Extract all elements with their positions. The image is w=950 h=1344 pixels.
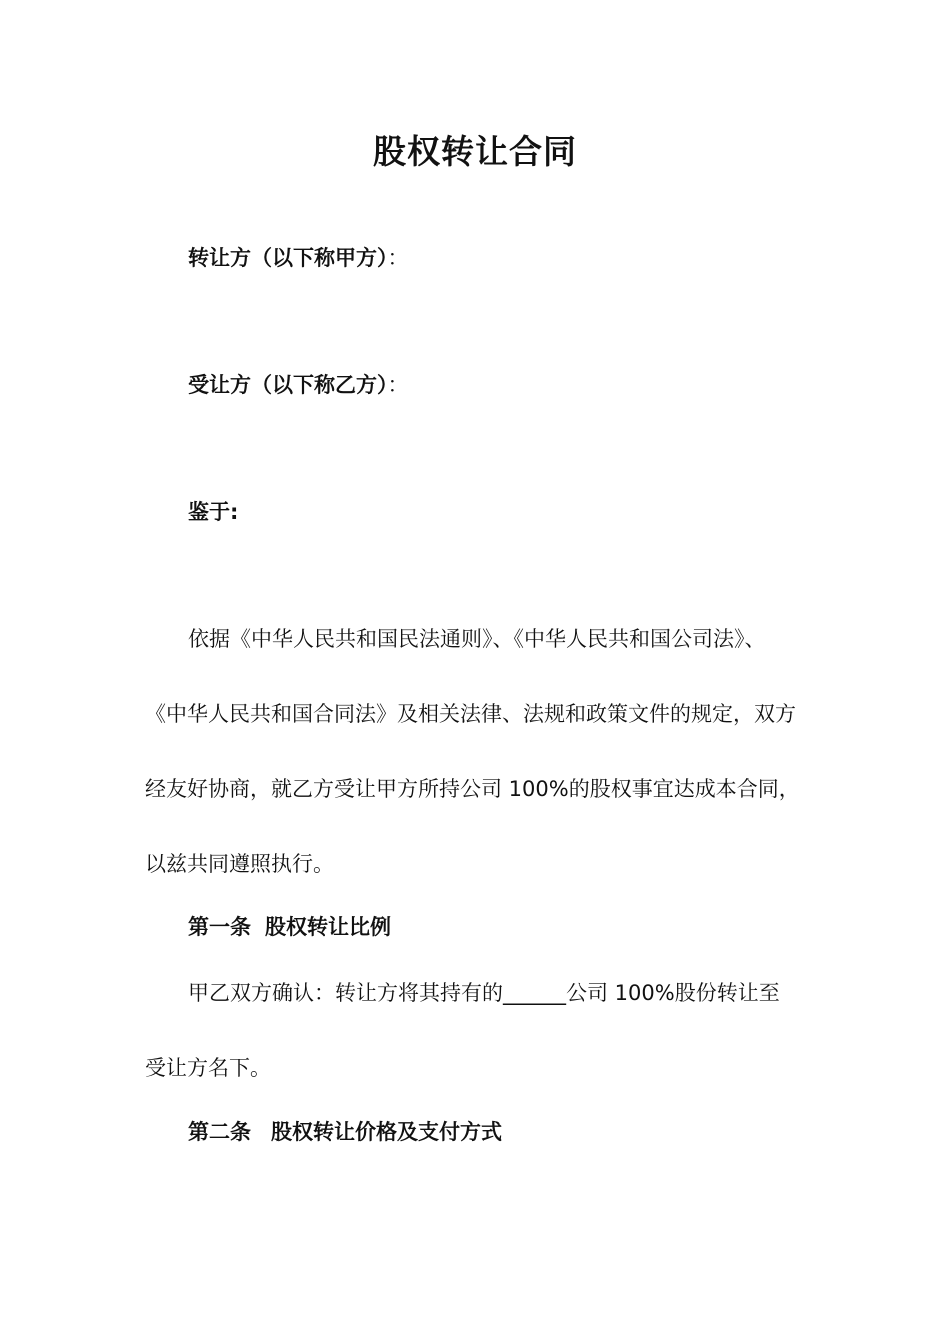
whereas-label: 鉴于: bbox=[188, 500, 239, 524]
transferor-line bbox=[188, 243, 828, 273]
transferee-line bbox=[188, 370, 828, 400]
article1-number: 第一条 bbox=[188, 915, 251, 939]
article1-title: 股权转让比例 bbox=[265, 915, 391, 939]
article2-number: 第二条 bbox=[188, 1120, 251, 1144]
article1-line: 甲乙双方确认：转让方将其持有的______公司 100%股份转让至 bbox=[188, 981, 780, 1005]
transferor-label: 转让方（以下称甲方） bbox=[188, 246, 388, 270]
article1-line: 受让方名下。 bbox=[145, 1056, 271, 1080]
article2-title: 股权转让价格及支付方式 bbox=[271, 1120, 502, 1144]
transferee-label: 受让方（以下称乙方） bbox=[188, 373, 388, 397]
article1-heading bbox=[188, 912, 828, 942]
preamble-line: 以兹共同遵照执行。 bbox=[145, 852, 334, 876]
transferee-colon: ： bbox=[387, 373, 409, 397]
article2-heading bbox=[188, 1117, 828, 1147]
preamble-line: 《中华人民共和国合同法》及相关法律、法规和政策文件的规定，双方 bbox=[145, 702, 796, 726]
preamble-line: 经友好协商，就乙方受让甲方所持公司 100%的股权事宜达成本合同， bbox=[145, 777, 800, 801]
document-title: 股权转让合同 bbox=[373, 132, 577, 171]
transferor-colon: ： bbox=[387, 246, 409, 270]
preamble-line: 依据《中华人民共和国民法通则》、《中华人民共和国公司法》、 bbox=[188, 627, 766, 651]
